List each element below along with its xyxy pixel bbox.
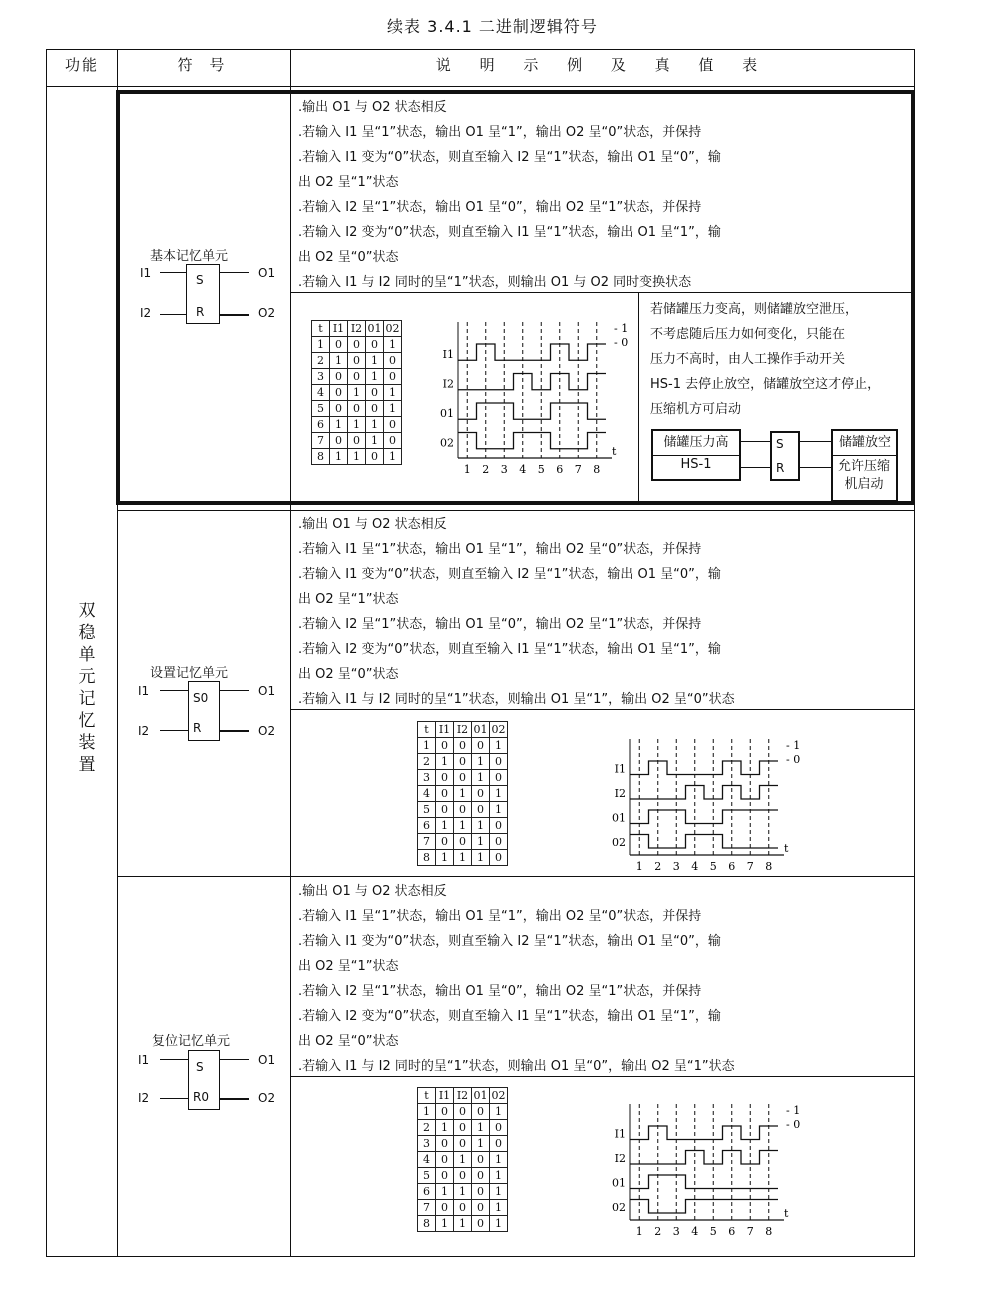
truth-table-cell: 0	[454, 1168, 472, 1184]
truth-table-cell: 7	[312, 433, 330, 449]
truth-table-row	[312, 385, 402, 401]
truth-table-row	[418, 1168, 508, 1184]
truth-table-cell: 01	[473, 1089, 488, 1102]
header-symbol: 符 号	[177, 56, 231, 74]
truth-table-row	[418, 802, 508, 818]
truth-table-cell: 0	[490, 1120, 508, 1136]
output-o2-label: O2	[258, 724, 276, 738]
truth-table-row	[418, 818, 508, 834]
example-reset-pin: R	[776, 461, 785, 475]
truth-table-row	[418, 1200, 508, 1216]
signal-label: I1	[614, 1127, 626, 1141]
truth-table-cell: 0	[454, 834, 472, 850]
tick-label: 3	[500, 463, 508, 476]
truth-table-cell: 0	[454, 1104, 472, 1120]
truth-table-cell: 8	[418, 1216, 436, 1232]
example-output-vent: 储罐放空	[838, 435, 891, 450]
truth-table-cell: 01	[367, 322, 382, 335]
signal-label: 02	[612, 1200, 626, 1214]
truth-table-cell: 0	[436, 834, 454, 850]
truth-table-cell: I2	[454, 722, 472, 738]
truth-table-cell: 1	[490, 802, 508, 818]
truth-table-cell: 1	[436, 818, 454, 834]
tick-label: 6	[728, 860, 736, 873]
truth-table-cell: 8	[418, 850, 436, 866]
input-i2-label: I2	[140, 306, 152, 320]
truth-table-cell: 1	[454, 1184, 472, 1200]
tick-label: 1	[635, 860, 643, 873]
description-text: .输出 O1 与 O2 状态相反 .若输入 I1 呈“1”状态，输出 O1 呈“1”，输出 O2 呈“0”状态，并保持 .若输入 I1 变为“0”状态，则直至输入 I2 呈“1”状态，输出 O1 呈“0”，输 出 O2 呈“1”状态 .若输入 I2 呈“1”状态，输出 O1 呈“0”，输出 O2 呈“1”状态，并保持 .若输入 I2 变为“0”状态，则直至输入 I1 呈“1”状态，输出 O1 呈“1”，输 出 O2 呈“0”状态 .若输入 I1 与 I2 同时的呈“1”状态，则输出 O1 与 O2 同时变换状态	[298, 100, 721, 290]
truth-table-cell: I2	[348, 321, 366, 337]
signal-label: I2	[614, 786, 626, 800]
truth-table-cell: 0	[330, 369, 348, 385]
truth-table-cell: 0	[436, 770, 454, 786]
truth-table-cell: I1	[436, 722, 454, 738]
truth-table-cell: 7	[418, 834, 436, 850]
example-note: 若储罐压力变高，则储罐放空泄压， 不考虑随后压力如何变化，只能在 压力不高时，由人工操作手动开关 HS-1 去停止放空，储罐放空这才停止， 压缩机方可启动	[650, 302, 881, 417]
tick-label: 7	[574, 463, 582, 476]
truth-table-cell: 0	[454, 1200, 472, 1216]
truth-table-cell: 1	[472, 1120, 490, 1136]
truth-table-cell: 3	[418, 1136, 436, 1152]
truth-table-cell: 1	[436, 754, 454, 770]
truth-table-cell: 6	[312, 417, 330, 433]
truth-table-row	[312, 449, 402, 465]
level-high-label: - 1	[786, 739, 801, 752]
truth-table-cell: 0	[366, 449, 384, 465]
signal-waveform	[458, 403, 606, 419]
truth-table-cell: 1	[366, 353, 384, 369]
truth-table-cell: 1	[418, 738, 436, 754]
truth-table-cell: 0	[384, 433, 402, 449]
signal-label: I1	[442, 348, 454, 362]
time-axis-label: t	[784, 842, 789, 855]
input-i1-label: I1	[140, 266, 152, 280]
truth-table-cell: 0	[348, 369, 366, 385]
truth-table-cell: 1	[418, 1104, 436, 1120]
truth-table-cell: 1	[330, 353, 348, 369]
signal-label: 01	[440, 407, 454, 421]
truth-table	[417, 1087, 508, 1232]
tick-label: 6	[556, 463, 564, 476]
truth-table-cell: 0	[454, 754, 472, 770]
truth-table-cell: t	[418, 1088, 436, 1104]
truth-table-cell: t	[418, 722, 436, 738]
truth-table-row	[418, 1216, 508, 1232]
tick-label: 8	[765, 860, 773, 873]
level-high-label: - 1	[786, 1104, 801, 1117]
header-function: 功能	[64, 56, 99, 74]
truth-table-cell: 7	[418, 1200, 436, 1216]
truth-table-header	[312, 321, 402, 337]
truth-table-cell: 1	[330, 417, 348, 433]
time-axis-label: t	[784, 1207, 789, 1220]
truth-table-cell: 8	[312, 449, 330, 465]
truth-table-row	[418, 850, 508, 866]
signal-waveform	[630, 1175, 778, 1188]
truth-table-row	[418, 738, 508, 754]
truth-table-cell: 4	[312, 385, 330, 401]
truth-table-cell: 01	[473, 723, 488, 736]
header-description: 说 明 示 例 及 真 值 表	[435, 56, 770, 74]
tick-label: 2	[482, 463, 490, 476]
truth-table-cell: 3	[418, 770, 436, 786]
level-low-label: - 0	[786, 1118, 801, 1131]
truth-table-row	[418, 754, 508, 770]
truth-table-cell: 1	[454, 786, 472, 802]
truth-table-cell: 0	[454, 770, 472, 786]
truth-table-cell: 0	[366, 337, 384, 353]
truth-table-row	[312, 353, 402, 369]
truth-table-cell: 1	[454, 850, 472, 866]
truth-table-cell: 0	[330, 385, 348, 401]
truth-table-cell: 0	[436, 1104, 454, 1120]
truth-table-row	[418, 1104, 508, 1120]
truth-table-cell: 1	[490, 1152, 508, 1168]
truth-table-cell: t	[312, 321, 330, 337]
truth-table-cell: 0	[366, 385, 384, 401]
truth-table-cell: 4	[418, 1152, 436, 1168]
truth-table-cell: 0	[454, 1136, 472, 1152]
truth-table-cell: 02	[491, 1089, 506, 1102]
truth-table-cell: 1	[490, 1200, 508, 1216]
description-text: .输出 O1 与 O2 状态相反 .若输入 I1 呈“1”状态，输出 O1 呈“1”，输出 O2 呈“0”状态，并保持 .若输入 I1 变为“0”状态，则直至输入 I2 呈“1”状态，输出 O1 呈“0”，输 出 O2 呈“1”状态 .若输入 I2 呈“1”状态，输出 O1 呈“0”，输出 O2 呈“1”状态，并保持 .若输入 I2 变为“0”状态，则直至输入 I1 呈“1”状态，输出 O1 呈“1”，输 出 O2 呈“0”状态 .若输入 I1 与 I2 同时的呈“1”状态，则输出 O1 呈“1”，输出 O2 呈“0”状态	[298, 517, 735, 707]
truth-table-cell: 0	[472, 1200, 490, 1216]
truth-table-row	[312, 369, 402, 385]
truth-table-cell: 2	[312, 353, 330, 369]
set-pin: S0	[193, 691, 209, 705]
truth-table-cell: 1	[490, 738, 508, 754]
timing-diagram	[604, 1100, 804, 1240]
truth-table-cell: 0	[490, 1136, 508, 1152]
timing-diagram	[432, 318, 632, 478]
truth-table-cell: 0	[490, 754, 508, 770]
truth-table-cell: 02	[385, 322, 400, 335]
truth-table-cell: 5	[312, 401, 330, 417]
truth-table-cell: 0	[348, 353, 366, 369]
tick-label: 7	[746, 1225, 754, 1238]
tick-label: 1	[463, 463, 471, 476]
truth-table-row	[418, 1120, 508, 1136]
truth-table-cell: 2	[418, 1120, 436, 1136]
reset-pin: R0	[193, 1090, 209, 1104]
truth-table-cell: 0	[436, 1168, 454, 1184]
tick-label: 7	[746, 860, 754, 873]
example-set-pin: S	[776, 437, 784, 451]
truth-table-cell: 2	[418, 754, 436, 770]
truth-table-cell: 1	[348, 417, 366, 433]
truth-table-cell: 0	[472, 1168, 490, 1184]
truth-table-cell: 0	[436, 1200, 454, 1216]
example-input-pressure: 储罐压力高	[663, 435, 729, 450]
truth-table-row	[312, 433, 402, 449]
truth-table-cell: 1	[348, 449, 366, 465]
truth-table	[311, 320, 402, 465]
set-pin: S	[196, 1060, 204, 1074]
truth-table-cell: 0	[472, 786, 490, 802]
truth-table-cell: 1	[366, 369, 384, 385]
truth-table-cell: 1	[472, 818, 490, 834]
truth-table-cell: 1	[472, 1136, 490, 1152]
truth-table-cell: 0	[454, 1120, 472, 1136]
truth-table-row	[418, 786, 508, 802]
signal-label: 02	[612, 835, 626, 849]
truth-table-cell: 1	[366, 433, 384, 449]
truth-table-cell: 1	[490, 786, 508, 802]
truth-table-cell: 0	[472, 738, 490, 754]
signal-label: 01	[612, 1176, 626, 1190]
input-i2-label: I2	[138, 724, 150, 738]
truth-table-cell: 0	[490, 850, 508, 866]
truth-table-cell: I2	[454, 1088, 472, 1104]
output-o2-label: O2	[258, 306, 276, 320]
truth-table-row	[418, 1184, 508, 1200]
truth-table-cell: 0	[348, 337, 366, 353]
output-o2-label: O2	[258, 1091, 276, 1105]
truth-table-cell: 1	[472, 754, 490, 770]
example-output-compressor: 允许压缩机启动	[837, 459, 890, 492]
tick-label: 5	[537, 463, 545, 476]
truth-table-cell: 6	[418, 818, 436, 834]
signal-waveform	[630, 810, 778, 823]
truth-table-row	[312, 417, 402, 433]
signal-waveform	[630, 835, 778, 848]
tick-label: 5	[709, 860, 717, 873]
level-low-label: - 0	[614, 336, 629, 349]
truth-table-cell: 1	[384, 337, 402, 353]
symbol-label: 设置记忆单元	[150, 666, 229, 681]
tick-label: 5	[709, 1225, 717, 1238]
signal-label: 01	[612, 811, 626, 825]
truth-table-cell: 02	[491, 723, 506, 736]
truth-table-cell: 1	[384, 401, 402, 417]
truth-table-row	[418, 1152, 508, 1168]
truth-table-cell: 0	[436, 738, 454, 754]
truth-table-cell: 0	[348, 433, 366, 449]
signal-label: 02	[440, 436, 454, 450]
set-pin: S	[196, 273, 204, 287]
signal-waveform	[458, 433, 606, 449]
time-axis-label: t	[612, 445, 617, 458]
tick-label: 8	[765, 1225, 773, 1238]
signal-waveform	[630, 1151, 778, 1164]
truth-table-cell: 0	[348, 401, 366, 417]
truth-table-cell: 1	[348, 385, 366, 401]
signal-waveform	[458, 344, 606, 360]
tick-label: 1	[635, 1225, 643, 1238]
tick-label: 4	[519, 463, 527, 476]
truth-table-row	[312, 337, 402, 353]
truth-table-cell: 0	[436, 1152, 454, 1168]
input-i1-label: I1	[138, 684, 150, 698]
truth-table-cell: 1	[454, 818, 472, 834]
truth-table-cell: 1	[454, 1152, 472, 1168]
truth-table-cell: 1	[366, 417, 384, 433]
page-title: 续表 3.4.1 二进制逻辑符号	[387, 17, 598, 36]
truth-table-cell: 1	[490, 1216, 508, 1232]
output-o1-label: O1	[258, 266, 276, 280]
truth-table-cell: 1	[384, 385, 402, 401]
truth-table-cell: 0	[384, 417, 402, 433]
reset-pin: R	[196, 305, 205, 319]
truth-table-cell: 0	[436, 802, 454, 818]
truth-table-row	[418, 770, 508, 786]
reset-pin: R	[193, 721, 202, 735]
truth-table-header	[418, 722, 508, 738]
truth-table-cell: 0	[366, 401, 384, 417]
truth-table-cell: 1	[454, 1216, 472, 1232]
signal-label: I2	[614, 1151, 626, 1165]
truth-table-cell: 1	[490, 1184, 508, 1200]
signal-waveform	[630, 786, 778, 799]
truth-table-row	[418, 834, 508, 850]
signal-waveform	[630, 761, 778, 774]
truth-table-header	[418, 1088, 508, 1104]
truth-table-cell: 1	[436, 850, 454, 866]
tick-label: 2	[654, 1225, 662, 1238]
truth-table-cell: 1	[312, 337, 330, 353]
truth-table-cell: I1	[330, 321, 348, 337]
tick-label: 2	[654, 860, 662, 873]
description-text: .输出 O1 与 O2 状态相反 .若输入 I1 呈“1”状态，输出 O1 呈“1”，输出 O2 呈“0”状态，并保持 .若输入 I1 变为“0”状态，则直至输入 I2 呈“1”状态，输出 O1 呈“0”，输 出 O2 呈“1”状态 .若输入 I2 呈“1”状态，输出 O1 呈“0”，输出 O2 呈“1”状态，并保持 .若输入 I2 变为“0”状态，则直至输入 I1 呈“1”状态，输出 O1 呈“1”，输 出 O2 呈“0”状态 .若输入 I1 与 I2 同时的呈“1”状态，则输出 O1 呈“0”，输出 O2 呈“1”状态	[298, 884, 735, 1074]
signal-waveform	[458, 374, 606, 390]
truth-table-cell: 0	[472, 1104, 490, 1120]
truth-table-cell: 1	[384, 449, 402, 465]
function-name: 双稳单元记忆装置	[78, 601, 96, 775]
example-input-hs1: HS-1	[680, 457, 712, 472]
output-o1-label: O1	[258, 1053, 276, 1067]
truth-table-cell: 1	[490, 1168, 508, 1184]
truth-table-cell: 1	[472, 834, 490, 850]
truth-table-cell: 1	[330, 449, 348, 465]
truth-table-cell: 0	[490, 818, 508, 834]
truth-table-cell: 1	[436, 1216, 454, 1232]
truth-table-row	[418, 1136, 508, 1152]
truth-table	[417, 721, 508, 866]
truth-table-cell: 0	[454, 738, 472, 754]
level-low-label: - 0	[786, 753, 801, 766]
tick-label: 6	[728, 1225, 736, 1238]
truth-table-cell: 0	[454, 802, 472, 818]
truth-table-cell: 1	[472, 850, 490, 866]
truth-table-cell: 0	[384, 353, 402, 369]
truth-table-cell: 0	[472, 1184, 490, 1200]
truth-table-cell: I1	[436, 1088, 454, 1104]
output-o1-label: O1	[258, 684, 276, 698]
truth-table-cell: 0	[472, 802, 490, 818]
tick-label: 3	[672, 1225, 680, 1238]
tick-label: 4	[691, 860, 699, 873]
truth-table-cell: 0	[436, 1136, 454, 1152]
truth-table-cell: 0	[472, 1152, 490, 1168]
timing-diagram	[604, 735, 804, 875]
truth-table-cell: 1	[436, 1120, 454, 1136]
truth-table-cell: 0	[490, 770, 508, 786]
input-i2-label: I2	[138, 1091, 150, 1105]
truth-table-cell: 1	[436, 1184, 454, 1200]
symbol-label: 基本记忆单元	[150, 249, 229, 264]
level-high-label: - 1	[614, 322, 629, 335]
truth-table-cell: 0	[330, 433, 348, 449]
truth-table-cell: 0	[384, 369, 402, 385]
truth-table-cell: 5	[418, 1168, 436, 1184]
truth-table-cell: 0	[330, 337, 348, 353]
truth-table-cell: 5	[418, 802, 436, 818]
truth-table-cell: 3	[312, 369, 330, 385]
symbol-label: 复位记忆单元	[152, 1034, 231, 1049]
tick-label: 4	[691, 1225, 699, 1238]
truth-table-row	[312, 401, 402, 417]
truth-table-cell: 1	[490, 1104, 508, 1120]
tick-label: 3	[672, 860, 680, 873]
truth-table-cell: 0	[330, 401, 348, 417]
signal-label: I1	[614, 762, 626, 776]
signal-label: I2	[442, 377, 454, 391]
truth-table-cell: 4	[418, 786, 436, 802]
truth-table-cell: 6	[418, 1184, 436, 1200]
signal-waveform	[630, 1126, 778, 1139]
truth-table-cell: 0	[436, 786, 454, 802]
signal-waveform	[630, 1200, 778, 1213]
truth-table-cell: 0	[472, 1216, 490, 1232]
input-i1-label: I1	[138, 1053, 150, 1067]
truth-table-cell: 0	[490, 834, 508, 850]
tick-label: 8	[593, 463, 601, 476]
truth-table-cell: 1	[472, 770, 490, 786]
